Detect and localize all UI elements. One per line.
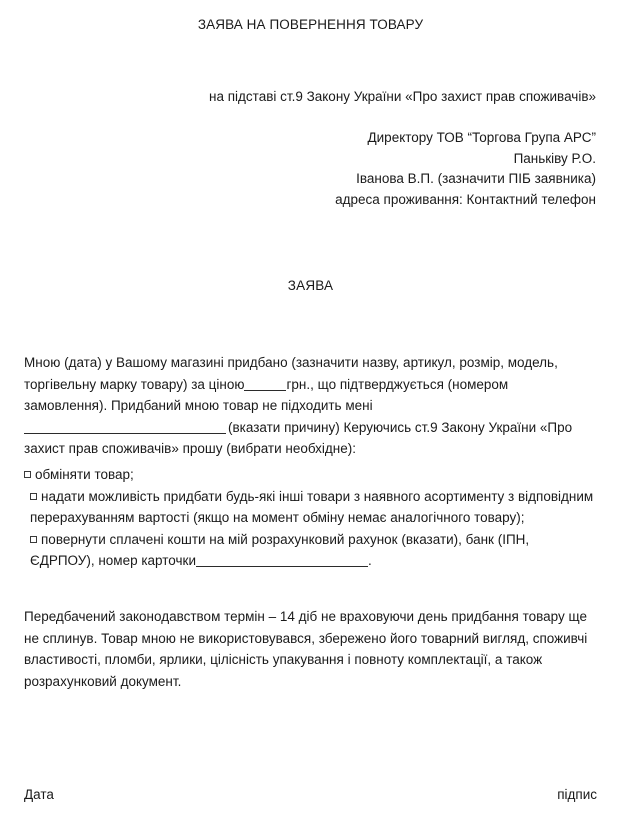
intro-text-part2: грн., що підтверджується (номером замовлення). Придбаний мною товар не підходить мені bbox=[24, 376, 509, 413]
intro-text-part1: Мною (дата) у Вашому магазині придбано (зазначити назву, артикул, розмір, модель, торгівельну марку товару) за ціною bbox=[24, 355, 558, 392]
addressee-line-director: Паньківу Р.О. bbox=[513, 150, 596, 166]
option-exchange-goods[interactable] bbox=[24, 464, 594, 486]
date-label: Дата bbox=[24, 787, 54, 802]
intro-paragraph bbox=[24, 352, 594, 460]
checkbox-icon[interactable] bbox=[30, 536, 37, 543]
card-number-blank-field[interactable] bbox=[196, 566, 368, 567]
option-refund-to-account[interactable] bbox=[24, 529, 594, 572]
signature-footer bbox=[24, 787, 597, 802]
document-title: ЗАЯВА НА ПОВЕРНЕННЯ ТОВАРУ bbox=[197, 17, 424, 32]
checkbox-icon[interactable] bbox=[24, 471, 31, 478]
option-refund-to-account-suffix: . bbox=[368, 553, 372, 568]
terms-paragraph: Передбачений законодавством термін – 14 діб не враховуючи день придбання товару ще не сплинув. Товар мною не використовувався, збережено його товарний вигляд, споживчі властивості, пломби, ярлики, цілісність упакування і повноту комплектації, а також розрахунковий документ. bbox=[24, 609, 588, 689]
checkbox-icon[interactable] bbox=[30, 493, 37, 500]
addressee-line-applicant: Іванова В.П. (зазначити ПІБ заявника) bbox=[356, 171, 596, 186]
addressee-line-company: Директору ТОВ “Торгова Група АРС” bbox=[367, 130, 596, 145]
option-exchange-goods-label: обміняти товар; bbox=[35, 467, 134, 482]
options-list bbox=[24, 464, 594, 572]
addressee-block bbox=[24, 128, 596, 210]
section-heading-statement: ЗАЯВА bbox=[287, 278, 334, 293]
intro-text-part3: (вказати причину) Керуючись ст.9 Закону України «Про захист прав споживачів» прошу (вибрати необхідне): bbox=[24, 419, 573, 456]
signature-label: підпис bbox=[557, 787, 597, 802]
addressee-line-contact: адреса проживання: Контактний телефон bbox=[335, 191, 596, 207]
option-alternative-goods-label: надати можливість придбати будь-які інші товари з наявного асортименту з відповідним перерахуванням вартості (якщо на момент обміну немає аналогічного товару); bbox=[30, 488, 594, 525]
legal-basis-line: на підставі ст.9 Закону України «Про захист прав споживачів» bbox=[209, 89, 596, 104]
reason-blank-field[interactable] bbox=[24, 433, 226, 434]
option-refund-to-account-label: повернути сплачені кошти на мій розрахунковий рахунок (вказати), банк (ІПН, ЄДРПОУ), номер карточки bbox=[30, 531, 530, 568]
option-alternative-goods[interactable] bbox=[24, 486, 594, 529]
price-blank-field[interactable] bbox=[244, 390, 286, 391]
